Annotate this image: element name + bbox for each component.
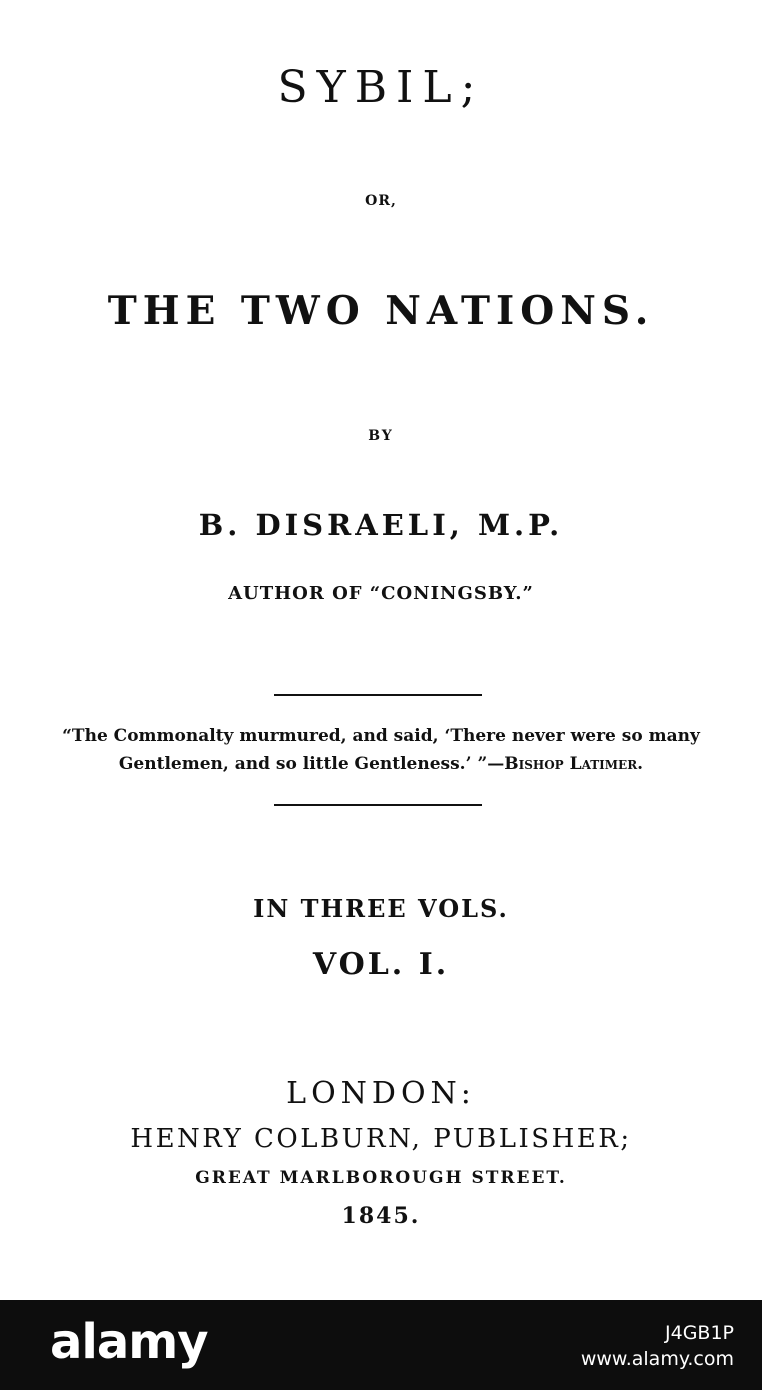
volume-number: VOL. I.: [312, 947, 450, 982]
book-title: SYBIL;: [277, 62, 485, 113]
epigraph-line-2: [40, 750, 722, 778]
imprint-year: 1845.: [341, 1203, 421, 1229]
imprint-street: GREAT MARLBOROUGH STREET.: [195, 1168, 567, 1188]
top-rule: [274, 694, 482, 696]
author-name: B. DISRAELI, M.P.: [198, 508, 564, 542]
imprint-city: LONDON:: [286, 1076, 476, 1111]
volumes-note: IN THREE VOLS.: [253, 894, 509, 923]
site-url: www.alamy.com: [580, 1348, 734, 1370]
imprint-publisher: HENRY COLBURN, PUBLISHER;: [130, 1124, 632, 1154]
book-subtitle: THE TWO NATIONS.: [107, 288, 655, 334]
epigraph-text: Gentlemen, and so little Gentleness.’ ”—: [118, 754, 505, 774]
bottom-rule: [274, 804, 482, 806]
image-id: J4GB1P: [665, 1322, 734, 1344]
epigraph-attribution: Bishop Latimer.: [504, 754, 644, 774]
author-of-line: AUTHOR OF “CONINGSBY.”: [228, 583, 534, 604]
or-connector: OR,: [365, 193, 397, 209]
watermark-banner: [0, 1300, 762, 1390]
alamy-logo: alamy: [50, 1314, 208, 1370]
epigraph-line-1: “The Commonalty murmured, and said, ‘There never were so many: [62, 726, 700, 746]
by-label: BY: [368, 428, 394, 444]
